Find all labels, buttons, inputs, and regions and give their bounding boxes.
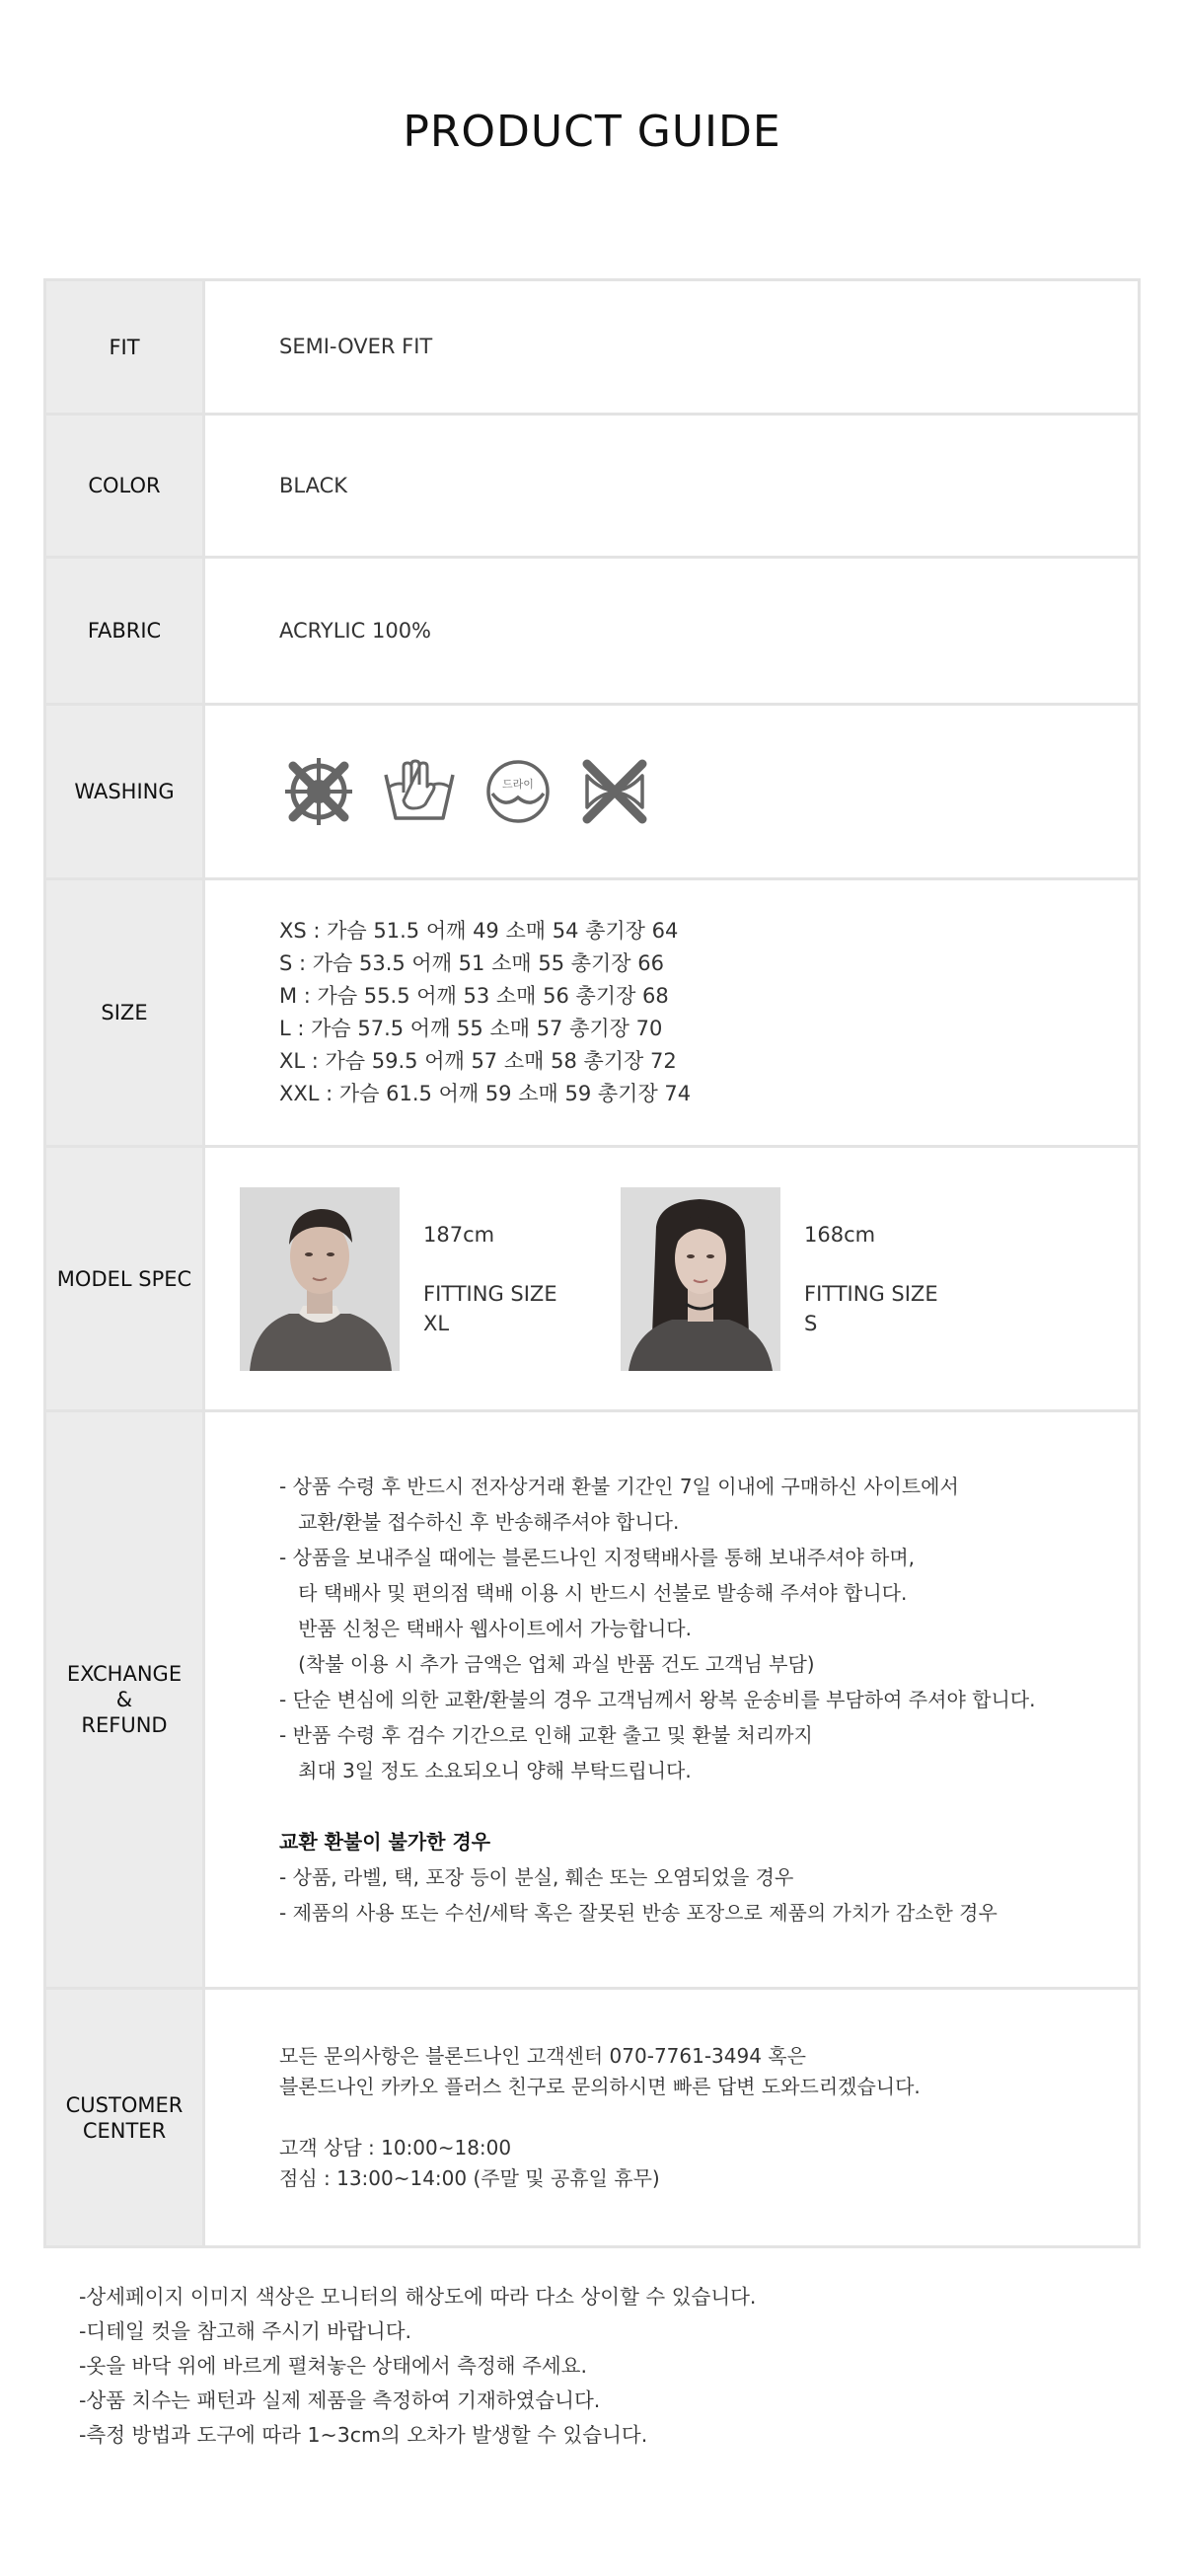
fit-row bbox=[46, 281, 1138, 413]
model-photo-female bbox=[621, 1187, 780, 1371]
refund-line: 교환/환불 접수하신 후 반송해주셔야 합니다. bbox=[279, 1510, 680, 1534]
size-label: SIZE bbox=[46, 880, 202, 1145]
no-refund-line: - 제품의 사용 또는 수선/세탁 혹은 잘못된 반송 포장으로 제품의 가치가 감소한 경우 bbox=[279, 1901, 998, 1925]
customer-hours: 고객 상담 : 10:00~18:00 bbox=[279, 2136, 512, 2159]
fit-label: FIT bbox=[46, 281, 202, 413]
exchange-label-line: & bbox=[115, 1688, 133, 1711]
model-card bbox=[621, 1187, 1001, 1371]
model-photo-male bbox=[240, 1187, 400, 1371]
no-refund-title: 교환 환불이 불가한 경우 bbox=[279, 1830, 491, 1854]
product-guide-table bbox=[43, 278, 1141, 2248]
model-spec-row bbox=[46, 1148, 1138, 1409]
customer-label-line: CENTER bbox=[82, 2118, 167, 2143]
customer-label-line: CUSTOMER bbox=[65, 2092, 184, 2117]
size-line: XS : 가슴 51.5 어깨 49 소매 54 총기장 64 bbox=[279, 919, 679, 943]
refund-line: 반품 신청은 택배사 웹사이트에서 가능합니다. bbox=[279, 1617, 692, 1640]
model-spec-label: MODEL SPEC bbox=[46, 1148, 202, 1409]
no-bleach-icon bbox=[577, 754, 652, 829]
refund-line: - 상품을 보내주실 때에는 블론드나인 지정택배사를 통해 보내주셔야 하며, bbox=[279, 1546, 916, 1569]
customer-line: 모든 문의사항은 블론드나인 고객센터 070-7761-3494 혹은 bbox=[279, 2044, 806, 2068]
washing-row bbox=[46, 706, 1138, 877]
color-value: BLACK bbox=[205, 416, 1138, 556]
size-line: S : 가슴 53.5 어깨 51 소매 55 총기장 66 bbox=[279, 951, 664, 975]
size-value bbox=[205, 880, 1138, 1145]
notes-list bbox=[79, 2280, 756, 2453]
exchange-refund-label bbox=[46, 1412, 202, 1987]
fabric-row bbox=[46, 559, 1138, 703]
page-title: PRODUCT GUIDE bbox=[403, 107, 781, 157]
fitting-size-value: S bbox=[804, 1311, 818, 1335]
exchange-refund-row bbox=[46, 1412, 1138, 1987]
note-item: -상세페이지 이미지 색상은 모니터의 해상도에 따라 다소 상이할 수 있습니다. bbox=[79, 2285, 757, 2309]
model-height: 187cm bbox=[423, 1222, 495, 1247]
dry-clean-icon bbox=[481, 754, 555, 829]
no-refund-line: - 상품, 라벨, 택, 포장 등이 분실, 훼손 또는 오염되었을 경우 bbox=[279, 1865, 794, 1889]
exchange-label-line: EXCHANGE bbox=[66, 1662, 183, 1686]
size-line: L : 가슴 57.5 어깨 55 소매 57 총기장 70 bbox=[279, 1017, 663, 1040]
fit-value: SEMI-OVER FIT bbox=[205, 281, 1138, 413]
model-spec-value bbox=[205, 1148, 1138, 1409]
washing-value bbox=[205, 706, 1138, 877]
customer-line: 블론드나인 카카오 플러스 친구로 문의하시면 빠른 답변 도와드리겠습니다. bbox=[279, 2075, 921, 2098]
exchange-refund-value bbox=[205, 1412, 1138, 1987]
dry-clean-text: 드라이 bbox=[502, 778, 534, 791]
refund-line: - 상품 수령 후 반드시 전자상거래 환불 기간인 7일 이내에 구매하신 사이트에서 bbox=[279, 1475, 959, 1498]
model-height: 168cm bbox=[804, 1222, 876, 1247]
refund-line: 최대 3일 정도 소요되오니 양해 부탁드립니다. bbox=[279, 1759, 692, 1782]
color-row bbox=[46, 416, 1138, 556]
size-row bbox=[46, 880, 1138, 1145]
customer-center-row bbox=[46, 1990, 1138, 2245]
refund-line: (착불 이용 시 추가 금액은 업체 과실 반품 건도 고객님 부담) bbox=[279, 1652, 815, 1676]
hand-wash-icon bbox=[380, 757, 459, 826]
washing-label: WASHING bbox=[46, 706, 202, 877]
customer-center-value bbox=[205, 1990, 1138, 2245]
refund-line: - 반품 수령 후 검수 기간으로 인해 교환 출고 및 환불 처리까지 bbox=[279, 1723, 813, 1747]
fitting-size-value: XL bbox=[423, 1311, 450, 1335]
fitting-size-label: FITTING SIZE bbox=[423, 1281, 557, 1306]
size-line: M : 가슴 55.5 어깨 53 소매 56 총기장 68 bbox=[279, 984, 669, 1008]
note-item: -측정 방법과 도구에 따라 1~3cm의 오차가 발생할 수 있습니다. bbox=[79, 2423, 648, 2447]
size-line: XL : 가슴 59.5 어깨 57 소매 58 총기장 72 bbox=[279, 1049, 677, 1073]
note-item: -디테일 컷을 참고해 주시기 바랍니다. bbox=[79, 2319, 412, 2343]
model-card bbox=[240, 1187, 621, 1371]
exchange-label-line: REFUND bbox=[81, 1713, 168, 1737]
no-tumble-dry-icon bbox=[279, 752, 358, 831]
fabric-label: FABRIC bbox=[46, 559, 202, 703]
customer-lunch: 점심 : 13:00~14:00 (주말 및 공휴일 휴무) bbox=[279, 2166, 660, 2190]
customer-center-label bbox=[46, 1990, 202, 2245]
note-item: -옷을 바닥 위에 바르게 펼쳐놓은 상태에서 측정해 주세요. bbox=[79, 2354, 587, 2378]
size-line: XXL : 가슴 61.5 어깨 59 소매 59 총기장 74 bbox=[279, 1082, 692, 1105]
fitting-size-label: FITTING SIZE bbox=[804, 1281, 938, 1306]
refund-line: 타 택배사 및 편의점 택배 이용 시 반드시 선불로 발송해 주셔야 합니다. bbox=[279, 1581, 908, 1605]
note-item: -상품 치수는 패턴과 실제 제품을 측정하여 기재하였습니다. bbox=[79, 2388, 601, 2412]
color-label: COLOR bbox=[46, 416, 202, 556]
fabric-value: ACRYLIC 100% bbox=[205, 559, 1138, 703]
refund-line: - 단순 변심에 의한 교환/환불의 경우 고객님께서 왕복 운송비를 부담하여 주셔야 합니다. bbox=[279, 1688, 1036, 1711]
